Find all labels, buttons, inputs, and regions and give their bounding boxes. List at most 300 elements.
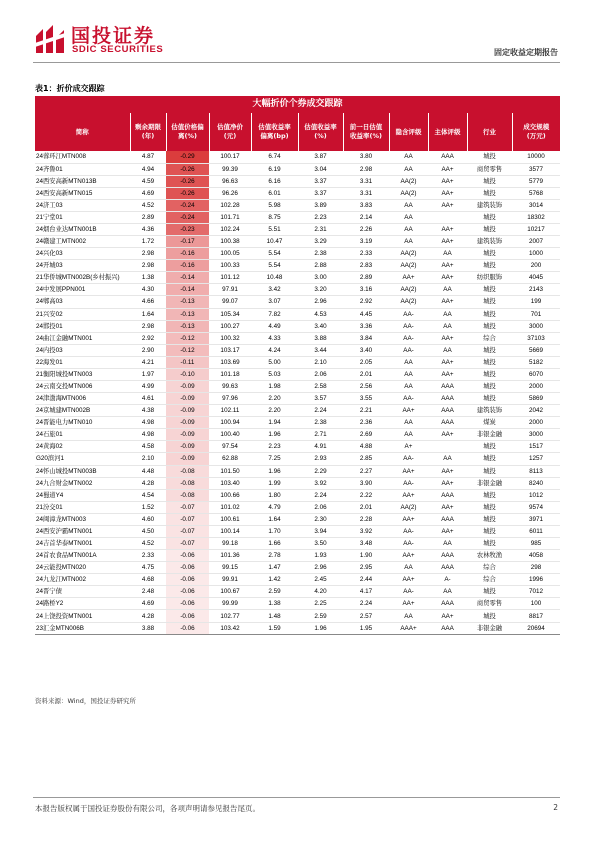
table-cell: 2.27	[343, 465, 389, 477]
table-cell: 2.01	[343, 501, 389, 513]
column-header: 剩余期限 (年)	[130, 113, 166, 151]
price-deviation-cell: -0.26	[166, 175, 209, 187]
page-number: 2	[553, 803, 558, 812]
bond-name-cell: 24晋能电力MTN010	[35, 417, 130, 429]
column-header: 主体评级	[428, 113, 467, 151]
table-cell: 2.38	[298, 417, 343, 429]
price-deviation-cell: -0.14	[166, 284, 209, 296]
table-cell: 城投	[467, 320, 512, 332]
table-cell: 2.36	[343, 417, 389, 429]
bond-name-cell: 24怀山城投MTN003B	[35, 465, 130, 477]
table-cell: 1517	[512, 441, 560, 453]
table-cell: 城投	[467, 586, 512, 598]
bond-name-cell: 21汾交01	[35, 501, 130, 513]
table-cell: 3.88	[130, 622, 166, 634]
table-cell: 4045	[512, 272, 560, 284]
table-cell: AA+	[389, 405, 428, 417]
table-cell: 101.50	[209, 465, 251, 477]
table-cell: 2.01	[343, 368, 389, 380]
table-cell: 1.97	[130, 368, 166, 380]
table-cell: 1.64	[130, 308, 166, 320]
table-cell: 99.99	[209, 598, 251, 610]
source-note: 资料来源：Wind，国投证券研究所	[35, 697, 136, 705]
bond-name-cell: 24济工03	[35, 199, 130, 211]
price-deviation-cell: -0.24	[166, 199, 209, 211]
column-header: 估值净价 (元)	[209, 113, 251, 151]
table-cell: AAA	[428, 550, 467, 562]
table-cell: 3.92	[298, 477, 343, 489]
table-cell: 102.24	[209, 223, 251, 235]
table-cell: 199	[512, 296, 560, 308]
table-cell: 5.03	[251, 368, 298, 380]
table-row	[35, 465, 560, 477]
table-cell: 城投	[467, 284, 512, 296]
price-deviation-cell: -0.06	[166, 574, 209, 586]
table-cell: 2.56	[343, 380, 389, 392]
header-divider	[33, 62, 560, 63]
table-cell: 2.89	[130, 211, 166, 223]
table-cell: 3.50	[298, 538, 343, 550]
table-cell: 2.10	[298, 356, 343, 368]
bond-name-cell: 24首农食品MTN001A	[35, 550, 130, 562]
bond-name-cell: G20滨河1	[35, 453, 130, 465]
table-cell: 1.59	[251, 622, 298, 634]
table-cell: 100.67	[209, 586, 251, 598]
table-cell: AA+	[428, 368, 467, 380]
table-cell: 4.30	[130, 284, 166, 296]
table-cell: 4.49	[251, 320, 298, 332]
table-cell: 4.98	[130, 417, 166, 429]
table-cell: 4.58	[130, 441, 166, 453]
logo-wordmark-cn: 国投证券	[71, 25, 156, 47]
table-cell: 3.19	[343, 236, 389, 248]
bond-name-cell: 23汇金MTN006B	[35, 622, 130, 634]
table-cell: 2.59	[298, 610, 343, 622]
table-cell: AA-	[389, 320, 428, 332]
table-cell: 4.60	[130, 513, 166, 525]
table-cell: 103.40	[209, 477, 251, 489]
table-cell: 城投	[467, 248, 512, 260]
bond-name-cell: 21宁堂01	[35, 211, 130, 223]
table-cell: AA-	[389, 538, 428, 550]
table-cell: AAA	[428, 393, 467, 405]
table-row	[35, 550, 560, 562]
table-cell: 4.48	[130, 465, 166, 477]
table-cell: 96.63	[209, 175, 251, 187]
table-cell: AA+	[428, 296, 467, 308]
table-cell: 3.42	[251, 284, 298, 296]
price-deviation-cell: -0.17	[166, 236, 209, 248]
table-cell: 城投	[467, 187, 512, 199]
table-cell: AA	[428, 320, 467, 332]
table-cell: 9574	[512, 501, 560, 513]
footer-disclaimer: 本报告版权属于国投证券股份有限公司，各项声明请参见报告尾页。	[35, 804, 260, 813]
table-cell: AA+	[389, 513, 428, 525]
table-cell: 1996	[512, 574, 560, 586]
table-cell: 4.28	[130, 477, 166, 489]
table-cell: AA	[389, 610, 428, 622]
table-cell: 1.47	[251, 562, 298, 574]
table-cell: 1.90	[343, 550, 389, 562]
table-cell: AA-	[389, 477, 428, 489]
table-cell: AA	[389, 236, 428, 248]
table-row	[35, 489, 560, 501]
table-row	[35, 477, 560, 489]
table-cell: 298	[512, 562, 560, 574]
table-cell: 建筑装饰	[467, 405, 512, 417]
table-cell: AA+	[428, 163, 467, 175]
table-cell: AA	[428, 453, 467, 465]
table-cell: 3.16	[343, 284, 389, 296]
table-cell: 2.23	[251, 441, 298, 453]
table-cell: 7012	[512, 586, 560, 598]
table-cell: AA	[389, 163, 428, 175]
price-deviation-cell: -0.26	[166, 187, 209, 199]
table-row	[35, 163, 560, 175]
table-cell: 4.54	[130, 489, 166, 501]
table-cell: 4.53	[298, 308, 343, 320]
table-cell: 建筑装饰	[467, 199, 512, 211]
bond-name-cell: 21衡阳城投MTN003	[35, 368, 130, 380]
table-cell: 101.71	[209, 211, 251, 223]
table-cell: 4.50	[130, 525, 166, 537]
table-cell: 2.57	[343, 610, 389, 622]
table-cell: 2.88	[298, 260, 343, 272]
price-deviation-cell: -0.08	[166, 477, 209, 489]
table-cell: 城投	[467, 308, 512, 320]
table-cell: 1.66	[251, 538, 298, 550]
column-header: 估值价格偏 离(%)	[166, 113, 209, 151]
table-row	[35, 574, 560, 586]
table-row	[35, 380, 560, 392]
table-cell: AA	[389, 151, 428, 163]
table-cell: 2.28	[343, 513, 389, 525]
table-cell: 2.23	[298, 211, 343, 223]
table-cell: 城投	[467, 151, 512, 163]
bond-name-cell: 24黄海02	[35, 441, 130, 453]
table-cell: AAA	[428, 513, 467, 525]
sdic-logo-icon	[33, 22, 67, 56]
column-header: 行业	[467, 113, 512, 151]
price-deviation-cell: -0.09	[166, 417, 209, 429]
price-deviation-cell: -0.13	[166, 308, 209, 320]
table-cell: 2.98	[130, 248, 166, 260]
table-cell: 2.33	[130, 550, 166, 562]
table-cell: 2.06	[298, 501, 343, 513]
table-cell: 城投	[467, 175, 512, 187]
table-cell: AA(2)	[389, 260, 428, 272]
table-cell: 2143	[512, 284, 560, 296]
bond-name-cell: 24西安高新MTN013B	[35, 175, 130, 187]
table-cell: 3.07	[251, 296, 298, 308]
table-cell: 100	[512, 598, 560, 610]
table-cell: AA+	[428, 260, 467, 272]
price-deviation-cell: -0.07	[166, 538, 209, 550]
table-cell: 4.45	[343, 308, 389, 320]
table-cell: 2.26	[343, 223, 389, 235]
price-deviation-cell: -0.24	[166, 211, 209, 223]
table-cell: 3.00	[298, 272, 343, 284]
table-cell: 2.05	[343, 356, 389, 368]
table-cell: 2.24	[298, 489, 343, 501]
table-cell: 1012	[512, 489, 560, 501]
table-cell: 100.17	[209, 151, 251, 163]
table-cell: 城投	[467, 465, 512, 477]
table-row	[35, 368, 560, 380]
table-cell: AA-	[389, 308, 428, 320]
price-deviation-cell: -0.12	[166, 344, 209, 356]
table-cell: 1.72	[130, 236, 166, 248]
table-cell: 3000	[512, 320, 560, 332]
bond-name-cell: 24路桥Y2	[35, 598, 130, 610]
table-cell: AA-	[389, 453, 428, 465]
table-cell: 5.98	[251, 199, 298, 211]
table-cell: 701	[512, 308, 560, 320]
price-deviation-cell: -0.12	[166, 332, 209, 344]
price-deviation-cell: -0.08	[166, 465, 209, 477]
table-cell: 1.42	[251, 574, 298, 586]
bond-name-cell: 24京城建MTN002B	[35, 405, 130, 417]
table-cell: 99.91	[209, 574, 251, 586]
table-cell: 1.95	[343, 622, 389, 634]
table-cell: 100.33	[209, 260, 251, 272]
bond-name-cell: 21兴安02	[35, 308, 130, 320]
table-cell: 99.07	[209, 296, 251, 308]
table-cell: 6011	[512, 525, 560, 537]
table-cell: AA	[428, 248, 467, 260]
table-cell: AA	[389, 380, 428, 392]
table-cell: 农林牧渔	[467, 550, 512, 562]
table-cell: 非银金融	[467, 622, 512, 634]
table-cell: A+	[389, 441, 428, 453]
bond-name-cell: 24赣建工MTN002	[35, 236, 130, 248]
bond-name-cell: 22海发01	[35, 356, 130, 368]
table-cell: 城投	[467, 538, 512, 550]
table-cell: 18302	[512, 211, 560, 223]
table-cell: AA-	[389, 344, 428, 356]
table-cell: 6.16	[251, 175, 298, 187]
report-type-label: 固定收益定期报告	[494, 48, 558, 57]
table-cell: 2.96	[298, 296, 343, 308]
table-cell: AA+	[428, 272, 467, 284]
table-row	[35, 260, 560, 272]
table-cell: 城投	[467, 525, 512, 537]
table-cell: 10.48	[251, 272, 298, 284]
table-cell: 城投	[467, 513, 512, 525]
table-cell: 100.27	[209, 320, 251, 332]
table-cell: 2007	[512, 236, 560, 248]
table-cell: AA+	[389, 598, 428, 610]
table-cell: 2.48	[130, 586, 166, 598]
bond-name-cell: 24内投03	[35, 344, 130, 356]
table-cell: 4.99	[130, 380, 166, 392]
table-cell: 6.19	[251, 163, 298, 175]
table-cell: 5182	[512, 356, 560, 368]
table-cell: 3.40	[298, 320, 343, 332]
logo-wordmark-en: SDIC SECURITIES	[72, 44, 164, 55]
table-row	[35, 284, 560, 296]
table-cell: AAA	[428, 489, 467, 501]
price-deviation-cell: -0.07	[166, 501, 209, 513]
table-cell: AA+	[428, 223, 467, 235]
table-cell: 2.92	[130, 332, 166, 344]
table-row	[35, 405, 560, 417]
table-cell: 3.90	[343, 477, 389, 489]
table-cell: 101.18	[209, 368, 251, 380]
table-cell	[428, 211, 467, 223]
table-cell: 100.94	[209, 417, 251, 429]
price-deviation-cell: -0.16	[166, 248, 209, 260]
bond-name-cell: 24开城03	[35, 260, 130, 272]
table-cell: 4.88	[343, 441, 389, 453]
price-deviation-cell: -0.07	[166, 525, 209, 537]
price-deviation-cell: -0.09	[166, 441, 209, 453]
table-cell: 3.37	[298, 175, 343, 187]
table-cell: 2.71	[298, 429, 343, 441]
table-cell: AA	[389, 356, 428, 368]
table-cell: 101.12	[209, 272, 251, 284]
table-cell: 105.34	[209, 308, 251, 320]
table-cell: 2.06	[298, 368, 343, 380]
table-cell: 100.40	[209, 429, 251, 441]
table-cell: 城投	[467, 441, 512, 453]
table-cell: 综合	[467, 332, 512, 344]
table-row	[35, 356, 560, 368]
table-cell: 城投	[467, 453, 512, 465]
table-cell: 城投	[467, 368, 512, 380]
table-cell: 985	[512, 538, 560, 550]
bond-name-cell: 24云能投MTN020	[35, 562, 130, 574]
table-cell: 3.44	[298, 344, 343, 356]
footer-divider	[33, 797, 560, 798]
table-cell: 5768	[512, 187, 560, 199]
table-cell: 综合	[467, 574, 512, 586]
table-cell: AAA	[428, 417, 467, 429]
table-cell: 97.91	[209, 284, 251, 296]
table-cell: 1.99	[251, 477, 298, 489]
table-cell: 6070	[512, 368, 560, 380]
table-row	[35, 199, 560, 211]
bond-name-cell: 24蜀道Y4	[35, 489, 130, 501]
table-cell: 200	[512, 260, 560, 272]
column-header: 隐含评级	[389, 113, 428, 151]
table-cell: 103.42	[209, 622, 251, 634]
table-cell: 2042	[512, 405, 560, 417]
table-cell: AA+	[428, 610, 467, 622]
table-cell: 3.89	[298, 199, 343, 211]
table-cell: 62.88	[209, 453, 251, 465]
table-cell: 商贸零售	[467, 163, 512, 175]
table-row	[35, 211, 560, 223]
table-cell: 1.94	[251, 417, 298, 429]
table-cell: 4.28	[130, 610, 166, 622]
table-cell: 1.80	[251, 489, 298, 501]
discount-trades-table	[35, 96, 560, 635]
table-cell: AA	[428, 308, 467, 320]
bond-name-cell: 24曲江金融MTN001	[35, 332, 130, 344]
bond-name-cell: 24郫高03	[35, 296, 130, 308]
table-cell: 3.29	[298, 236, 343, 248]
table-cell: 4.66	[130, 296, 166, 308]
table-cell: 4.69	[130, 187, 166, 199]
bond-name-cell: 24西安沪霸MTN001	[35, 525, 130, 537]
table-cell: 城投	[467, 489, 512, 501]
table-row	[35, 332, 560, 344]
table-row	[35, 187, 560, 199]
table-cell: 4.68	[130, 574, 166, 586]
table-cell: AA-	[389, 393, 428, 405]
table-row	[35, 441, 560, 453]
price-deviation-cell: -0.14	[166, 272, 209, 284]
table-cell: 8240	[512, 477, 560, 489]
table-row	[35, 236, 560, 248]
table-cell: 2000	[512, 417, 560, 429]
table-cell: AA	[389, 417, 428, 429]
table-cell: 1.52	[130, 501, 166, 513]
bond-name-cell: 24齐鲁01	[35, 163, 130, 175]
table-cell: 4.98	[130, 429, 166, 441]
table-cell: 2.30	[298, 513, 343, 525]
table-cell: 1.70	[251, 525, 298, 537]
bond-name-cell: 24吉首华泰MTN001	[35, 538, 130, 550]
price-deviation-cell: -0.26	[166, 163, 209, 175]
bond-name-cell: 24中发展PPN001	[35, 284, 130, 296]
table-cell: 2.44	[343, 574, 389, 586]
table-row	[35, 562, 560, 574]
table-cell: 4.87	[130, 151, 166, 163]
price-deviation-cell: -0.06	[166, 550, 209, 562]
bond-name-cell: 24上饶投资MTN001	[35, 610, 130, 622]
table-row	[35, 223, 560, 235]
table-cell: 城投	[467, 296, 512, 308]
table-cell: 3.37	[298, 187, 343, 199]
table-cell: 3.36	[343, 320, 389, 332]
bond-name-cell: 24蓉环江MTN008	[35, 151, 130, 163]
table-cell: 3014	[512, 199, 560, 211]
table-cell: AA	[389, 211, 428, 223]
table-cell: 2.96	[298, 562, 343, 574]
table-row	[35, 393, 560, 405]
table-cell: AA+	[389, 272, 428, 284]
table-cell: 1.38	[130, 272, 166, 284]
table-cell: AA+	[389, 489, 428, 501]
table-cell: 4.91	[298, 441, 343, 453]
table-cell: 5.54	[251, 248, 298, 260]
table-cell: AA+	[428, 429, 467, 441]
table-title: 大幅折价个券成交跟踪	[35, 96, 560, 113]
table-cell: 城投	[467, 223, 512, 235]
table-cell: 2.90	[130, 344, 166, 356]
table-cell: 非银金融	[467, 477, 512, 489]
column-header: 简称	[35, 113, 130, 151]
table-cell: 4.79	[251, 501, 298, 513]
price-deviation-cell: -0.09	[166, 380, 209, 392]
table-cell: 2.29	[298, 465, 343, 477]
table-cell: 城投	[467, 356, 512, 368]
table-cell: AA(2)	[389, 296, 428, 308]
table-cell: AA	[428, 538, 467, 550]
table-cell: 3.04	[298, 163, 343, 175]
table-cell: 城投	[467, 610, 512, 622]
table-cell: 4.75	[130, 562, 166, 574]
table-cell: 37103	[512, 332, 560, 344]
table-cell: AA+	[389, 574, 428, 586]
table-cell: 2.10	[130, 453, 166, 465]
table-cell: AA+	[428, 175, 467, 187]
table-cell: 1000	[512, 248, 560, 260]
table-row	[35, 175, 560, 187]
table-cell: 2.98	[343, 163, 389, 175]
